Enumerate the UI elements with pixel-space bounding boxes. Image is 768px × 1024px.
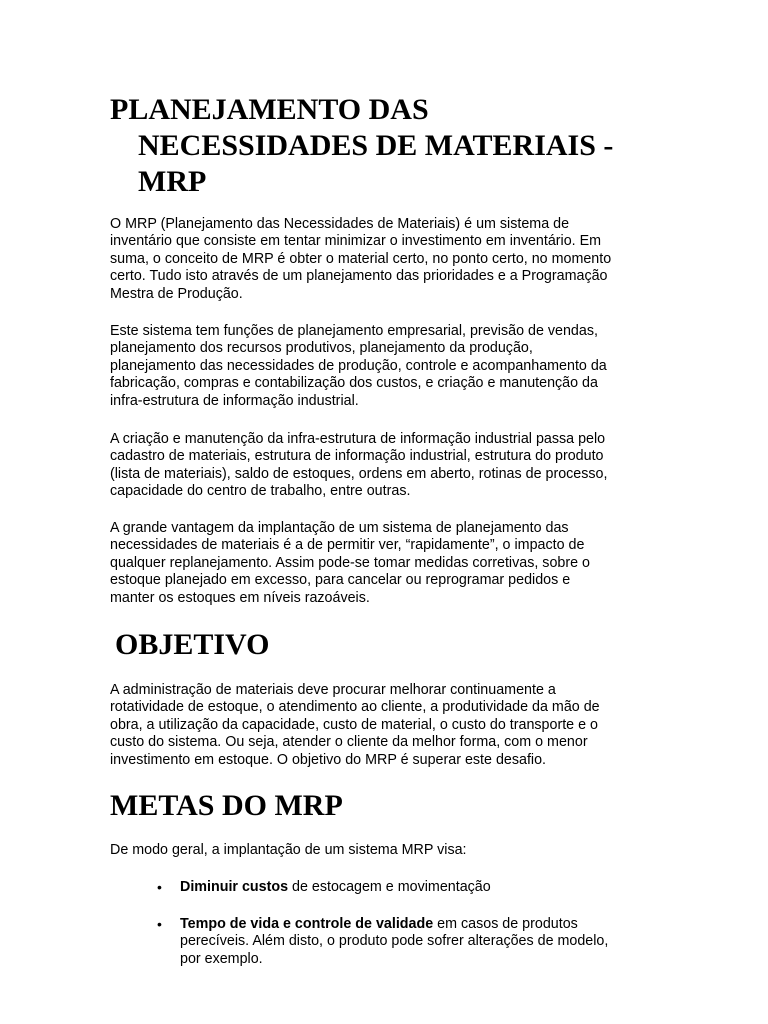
- list-item-bold: Diminuir custos: [180, 879, 289, 895]
- list-item-text: de estocagem e movimentação: [288, 879, 491, 895]
- text-line: custo do sistema. Ou seja, atender o cliente da melhor forma, com o menor: [110, 734, 588, 751]
- text-line: Este sistema tem funções de planejamento empresarial, previsão de vendas,: [110, 323, 598, 339]
- text-line: suma, o conceito de MRP é obter o material certo, no ponto certo, no momento: [110, 250, 612, 267]
- text-line: fabricação, compras e contabilização dos custos, e criação e manutenção da: [110, 375, 598, 392]
- metas-heading: METAS DO MRP: [110, 789, 343, 822]
- bullet-icon: •: [157, 879, 162, 895]
- metas-list: [110, 879, 670, 896]
- list-item: [110, 879, 670, 896]
- functions-paragraph: [110, 323, 658, 410]
- text-line: De modo geral, a implantação de um sistema MRP visa:: [110, 842, 467, 858]
- text-line: capacidade do centro de trabalho, entre outras.: [110, 483, 411, 500]
- text-line: obra, a utilização da capacidade, custo de material, o custo do transporte e o: [110, 716, 598, 733]
- text-line: planejamento das necessidades de produção, controle e acompanhamento da: [110, 357, 607, 374]
- objetivo-paragraph: [110, 682, 658, 769]
- text-line: estoque planejado em excesso, para cancelar ou reprogramar pedidos e: [110, 572, 571, 589]
- text-line: A criação e manutenção da infra-estrutura de informação industrial passa pelo: [110, 431, 606, 447]
- advantage-paragraph: [110, 520, 658, 607]
- text-line: O MRP (Planejamento das Necessidades de Materiais) é um sistema de: [110, 216, 570, 232]
- text-line: cadastro de materiais, estrutura de informação industrial, estrutura do produto: [110, 448, 604, 465]
- title-line: NECESSIDADES DE MATERIAIS -: [138, 129, 614, 162]
- text-line: planejamento dos recursos produtivos, planejamento da produção,: [110, 340, 533, 357]
- metas-intro: [110, 842, 658, 859]
- text-line: A grande vantagem da implantação de um sistema de planejamento das: [110, 520, 569, 536]
- text-line: Mestra de Produção.: [110, 285, 243, 302]
- text-line: investimento em estoque. O objetivo do MRP é superar este desafio.: [110, 751, 547, 768]
- list-item-line: perecíveis. Além disto, o produto pode sofrer alterações de modelo,: [180, 933, 609, 950]
- text-line: A administração de materiais deve procurar melhorar continuamente a: [110, 682, 556, 698]
- list-item-line: [180, 916, 670, 933]
- text-line: inventário que consiste em tentar minimizar o investimento em inventário. Em: [110, 233, 602, 250]
- text-line: manter os estoques em níveis razoáveis.: [110, 589, 370, 606]
- text-line: necessidades de materiais é a de permitir ver, “rapidamente”, o impacto de: [110, 537, 585, 554]
- list-item-line: por exemplo.: [180, 950, 263, 967]
- list-item-bold: Tempo de vida e controle de validade: [180, 916, 434, 932]
- page-title: [110, 92, 670, 200]
- intro-paragraph: [110, 216, 658, 303]
- list-item-line: [180, 879, 670, 896]
- list-item-text: em casos de produtos: [433, 916, 578, 932]
- text-line: certo. Tudo isto através de um planejamento das prioridades e a Programação: [110, 268, 608, 285]
- title-line: PLANEJAMENTO DAS: [110, 93, 429, 126]
- text-line: qualquer replanejamento. Assim pode-se tomar medidas corretivas, sobre o: [110, 554, 590, 571]
- title-line: MRP: [138, 165, 207, 198]
- bullet-icon: •: [157, 916, 162, 932]
- text-line: infra-estrutura de informação industrial.: [110, 392, 359, 409]
- objetivo-heading: OBJETIVO: [115, 628, 270, 661]
- infra-paragraph: [110, 431, 658, 501]
- text-line: (lista de materiais), saldo de estoques, ordens em aberto, rotinas de processo,: [110, 465, 608, 482]
- metas-list: [110, 916, 670, 968]
- text-line: rotatividade de estoque, o atendimento ao cliente, a produtividade da mão de: [110, 699, 600, 716]
- list-item: [110, 916, 670, 968]
